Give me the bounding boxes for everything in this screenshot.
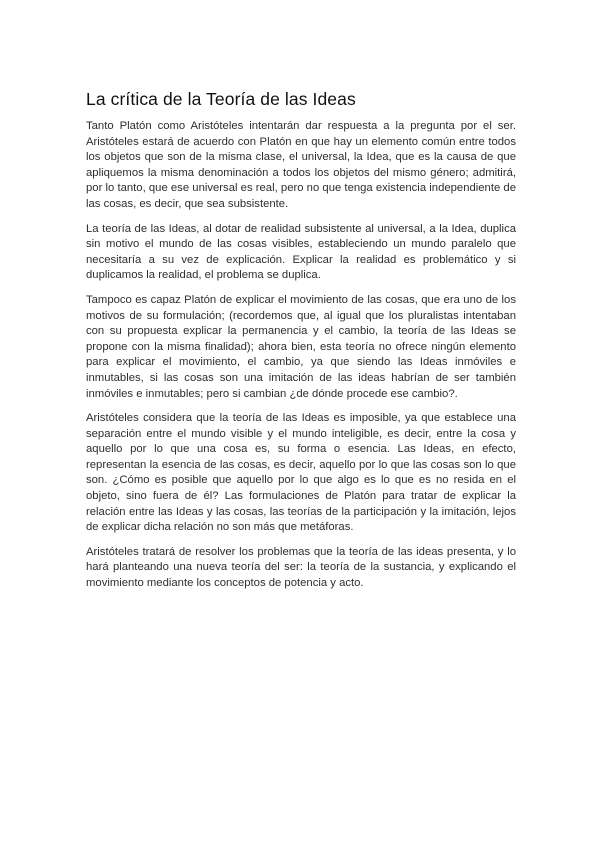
document-page	[86, 88, 516, 601]
paragraph-2: La teoría de las Ideas, al dotar de realidad subsistente al universal, a la Idea, duplica sin motivo el mundo de las cosas visibles, estableciendo un mundo paralelo que necesitaría a su vez de explicación. Explicar la realidad es problemático y si duplicamos la realidad, el problema se duplica.	[86, 222, 516, 282]
page-title: La crítica de la Teoría de las Ideas	[86, 89, 356, 109]
paragraph-4: Aristóteles considera que la teoría de las Ideas es imposible, ya que establece una separación entre el mundo visible y el mundo inteligible, es decir, entre la cosa y aquello por lo que una cosa es, su forma o esencia. Las Ideas, en efecto, representan la esencia de las cosas, es decir, aquello por lo que las cosas son lo que son. ¿Cómo es posible que aquello por lo que algo es lo que es no resida en el objeto, sino fuera de él? Las formulaciones de Platón para tratar de explicar la relación entre las Ideas y las cosas, las teorías de la participación y la imitación, lejos de explicar dicha relación no son más que metáforas.	[86, 412, 516, 534]
paragraph-5: Aristóteles tratará de resolver los problemas que la teoría de las ideas presenta, y lo hará planteando una nueva teoría del ser: la teoría de la sustancia, y explicando el movimiento mediante los conceptos de potencia y acto.	[86, 545, 516, 590]
paragraph-3: Tampoco es capaz Platón de explicar el movimiento de las cosas, que era uno de los motivos de su formulación; (recordemos que, al igual que los pluralistas intentaban con su propuesta explicar la permanencia y el cambio, la teoría de las Ideas se propone con la misma finalidad); ahora bien, esta teoría no ofrece ningún elemento para explicar el movimiento, el cambio, ya que siendo las Ideas inmóviles e inmutables, si las cosas son una imitación de las ideas habrían de ser también inmóviles e inmutables; pero si cambian ¿de dónde procede ese cambio?.	[86, 293, 516, 400]
paragraph-1: Tanto Platón como Aristóteles intentarán dar respuesta a la pregunta por el ser. Aristóteles estará de acuerdo con Platón en que hay un elemento común entre todos los objetos que son de la misma clase, el universal, la Idea, que es la causa de que apliquemos la misma denominación a todos los objetos del mismo género; admitirá, por lo tanto, que ese universal es real, pero no que tenga existencia independiente de las cosas, es decir, que sea subsistente.	[86, 120, 516, 210]
